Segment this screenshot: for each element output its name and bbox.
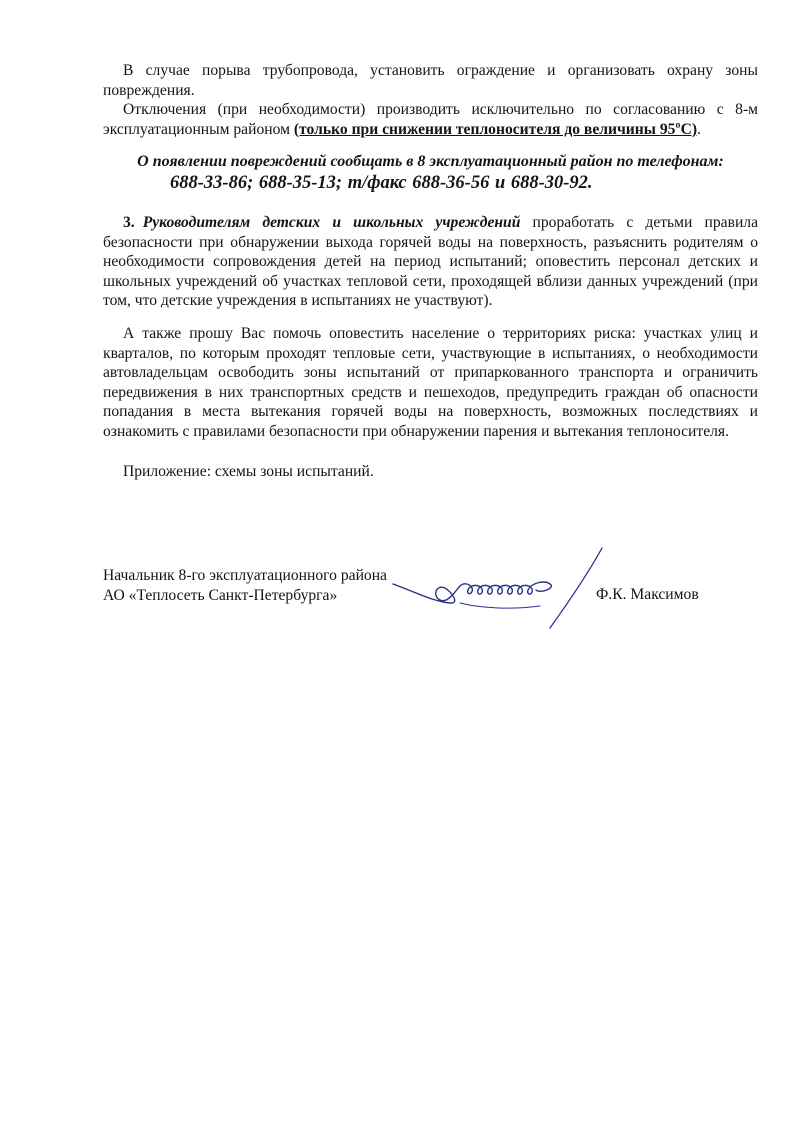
paragraph-item-3 (103, 213, 758, 311)
signatory-position-line1: Начальник 8-го эксплуатационного района (103, 567, 387, 584)
item-lead: Руководителям детских и школьных учреждений (142, 214, 521, 231)
signature-stroke (393, 582, 551, 603)
signatory-position-line2: АО «Теплосеть Санкт-Петербурга» (103, 586, 338, 604)
handwritten-signature (390, 540, 615, 640)
signature-tail (460, 603, 540, 608)
phone-numbers: 688-33-86; 688-35-13; т/факс 688-36-56 и 688-30-92. (170, 173, 593, 193)
paragraph-shutdowns-text: Отключения (при необходимости) производить исключительно по согласованию с 8-м эксплуатационным районом (103, 101, 758, 138)
signatory-name: Ф.К. Максимов (596, 586, 699, 603)
signature-flourish (550, 548, 602, 628)
paragraph-pipe-burst: В случае порыва трубопровода, установить ограждение и организовать охрану зоны повреждения. (103, 62, 758, 99)
damage-report-notice: О появлении повреждений сообщать в 8 эксплуатационный район по телефонам: (137, 153, 724, 170)
paragraph-shutdowns-end: . (697, 120, 701, 138)
signatory-position (103, 566, 387, 605)
item-text: проработать с детьми правила безопасности при обнаружении выхода горячей воды на поверхность, разъяснить родителям о необходимости сопровождения детей на период испытаний; оповестить персонал детских и школьных учреждений об участках тепловой сети, проходящей вблизи данных учреждений (при том, что детские учреждения в испытаниях не участвуют). (103, 214, 758, 310)
item-number: 3. (123, 214, 135, 231)
attachment-note: Приложение: схемы зоны испытаний. (123, 463, 374, 480)
paragraph-shutdowns (103, 100, 758, 139)
temperature-condition: (только при снижении теплоносителя до величины 95ºС) (293, 120, 698, 138)
paragraph-public-notice: А также прошу Вас помочь оповестить население о территориях риска: участках улиц и кварталов, по которым проходят тепловые сети, участвующие в испытаниях, о необходимости автовладельцам освободить зоны испытаний от припаркованного транспорта и ограничить передвижения в них транспортных средств и пешеходов, предупредить граждан об опасности попадания в места вытекания горячей воды на поверхность, возможных последствиях и ознакомить с правилами безопасности при обнаружении парения и вытекания теплоносителя. (103, 325, 758, 440)
